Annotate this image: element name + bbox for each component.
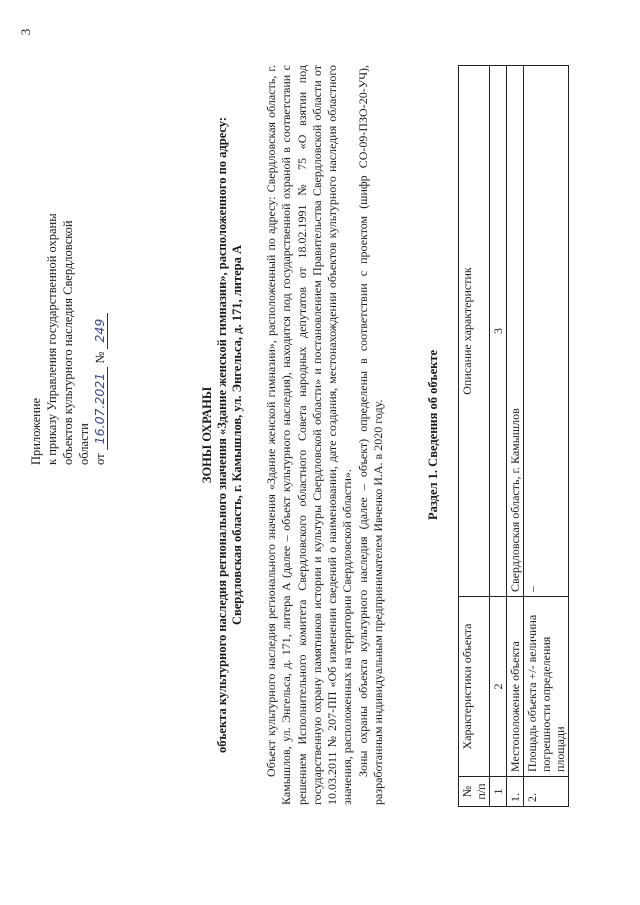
paragraph: Зоны охраны объекта культурного наследия (далее – объект) определены в соответствии с проектом (шифр СО-09-ПЗО-20-УЧ), разработанным индивидуальным предпринимателем Ивченко И.А. в 2020 году. xyxy=(355,65,386,805)
page-number: 3 xyxy=(18,28,33,36)
header-cell: № п/п xyxy=(459,777,490,807)
appendix-date-line xyxy=(92,65,108,465)
appendix-line: объектов культурного наследия Свердловской xyxy=(61,220,75,465)
table-cell: Местоположение объекта xyxy=(507,597,524,777)
appendix-line: области xyxy=(77,423,91,465)
date-prefix: от xyxy=(93,453,107,465)
table-header-row xyxy=(459,66,490,807)
table-cell: – xyxy=(524,66,569,597)
index-cell: 1 xyxy=(490,777,507,807)
table-cell: Свердловская область, г. Камышлов xyxy=(507,66,524,597)
heading-line: Свердловская область, г. Камышлов, ул. Энгельса, д. 171, литера А xyxy=(230,244,244,626)
table-cell: 2. xyxy=(524,777,569,807)
paragraph: Объект культурного наследия регионального значения «Здание женской гимназии», расположенный по адресу: Свердловская область, г. Камышлов, ул. Энгельса, д. 171, литера А (далее – объект культурного наследия), находится под государственной охраной в соответствии с решением Исполнительного комитета Свердловского областного Совета народных депутатов от 18.02.1991 № 75 «О взятии под государственную охрану памятников истории и культуры Свердловской области» и постановлением Правительства Свердловской области от 10.03.2011 № 207-ПП «Об изменении сведений о наименовании, дате создания, местонахождении объектов культурного наследия областного значения, расположенных на территории Свердловской области». xyxy=(264,65,355,805)
handwritten-number: 249 xyxy=(92,313,108,349)
table-row xyxy=(524,66,569,807)
table-cell: Площадь объекта +/- величина погрешности определения площади xyxy=(524,597,569,777)
heading-line: ЗОНЫ ОХРАНЫ xyxy=(200,386,214,484)
index-cell: 3 xyxy=(490,66,507,597)
handwritten-date: 16.07.2021 xyxy=(92,367,108,451)
appendix-line: к приказу Управления государственной охраны xyxy=(45,213,59,465)
appendix-block xyxy=(28,65,108,465)
document-body xyxy=(264,65,386,805)
table-row xyxy=(507,66,524,807)
table-index-row xyxy=(490,66,507,807)
heading-line: объекта культурного наследия регионального значения «Здание женской гимназии», расположенного по адресу: xyxy=(215,116,229,754)
number-prefix: № xyxy=(93,351,107,364)
object-info-table xyxy=(458,65,569,807)
index-cell: 2 xyxy=(490,597,507,777)
section-title: Раздел 1. Сведения об объекте xyxy=(426,349,440,521)
table-cell: 1. xyxy=(507,777,524,807)
header-cell: Характеристики объекта xyxy=(459,597,490,777)
header-cell: Описание характеристик xyxy=(459,66,490,597)
appendix-title: Приложение xyxy=(29,397,43,465)
document-heading xyxy=(200,65,245,805)
